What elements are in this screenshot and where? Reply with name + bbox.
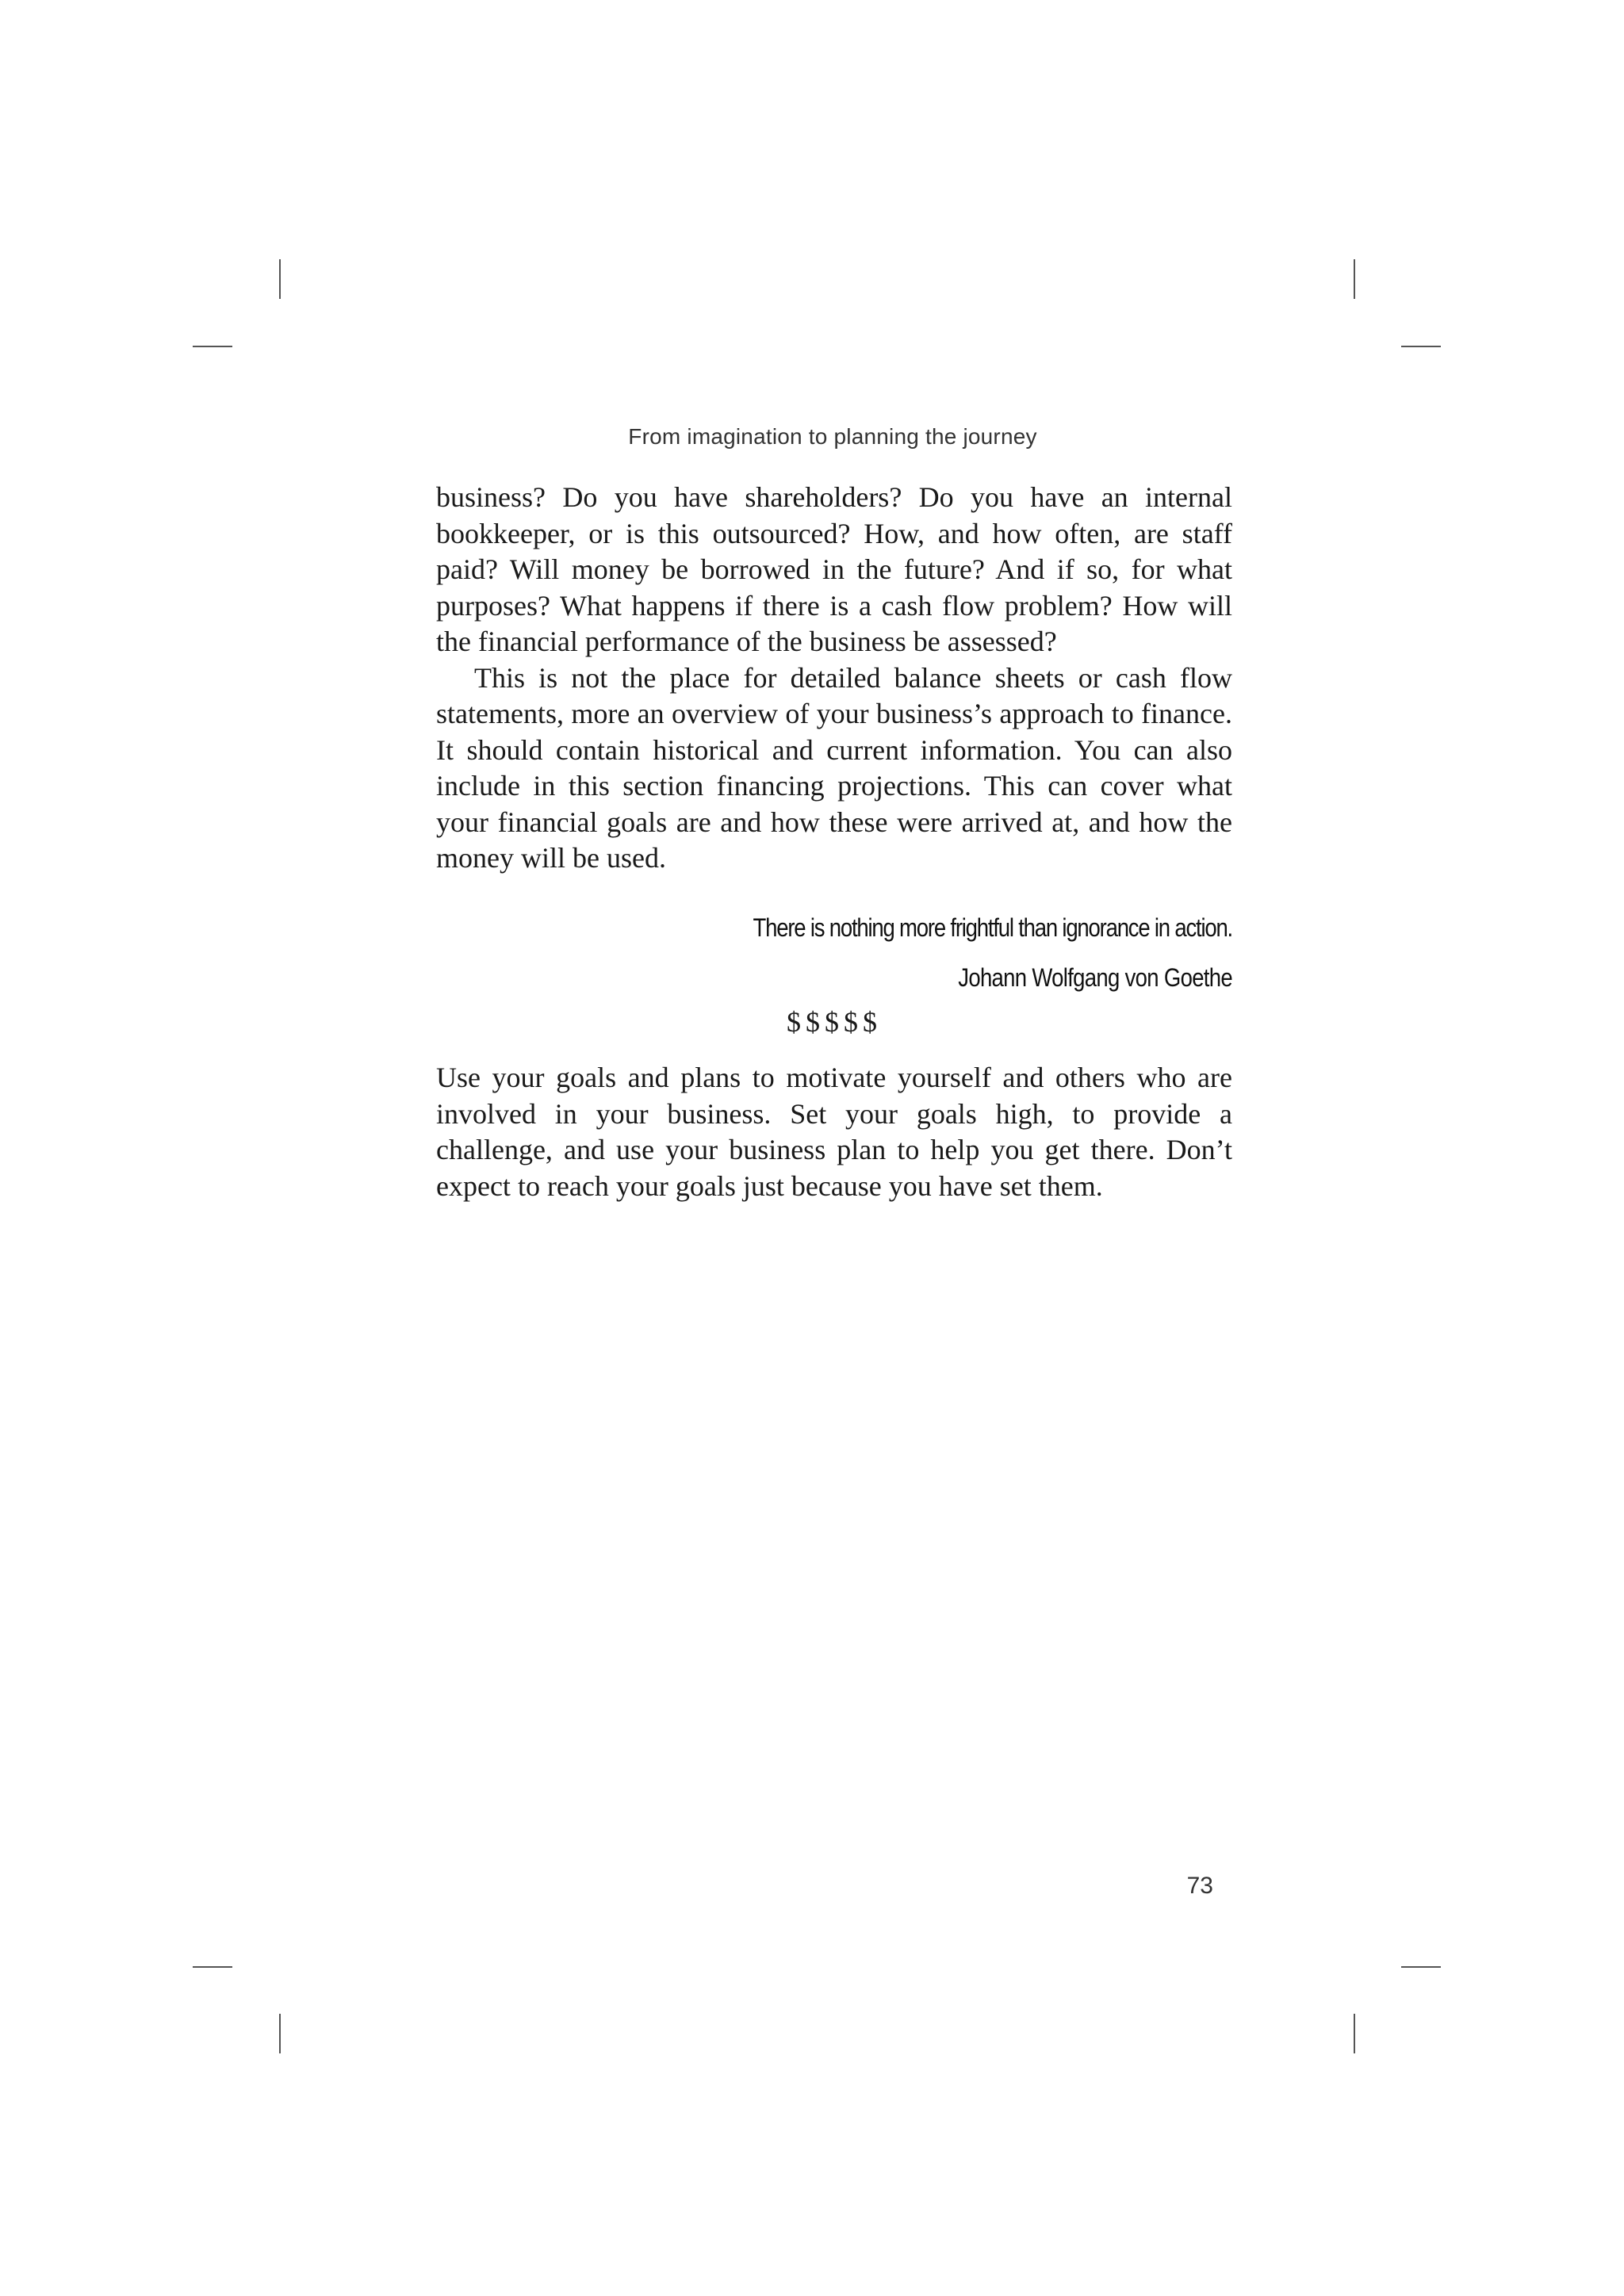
section-divider: $$$$$: [787, 1006, 882, 1038]
paragraph-3: Use your goals and plans to motivate yourself and others who are involved in your business. Set your goals high, to provide a challenge, and use your business plan to help you get there. Don’t expect to reach your goals just because you have set them.: [436, 1062, 1232, 1202]
page-number: 73: [1186, 1873, 1213, 1899]
crop-mark-bottom-left-horizontal: [193, 1966, 232, 1968]
crop-mark-bottom-right-vertical: [1354, 2014, 1355, 2053]
running-head: From imagination to planning the journey: [628, 424, 1037, 449]
quote-text: There is nothing more frightful than ignorance in action.: [753, 913, 1232, 942]
crop-mark-top-left-vertical: [279, 259, 281, 299]
closing-text: [436, 1060, 1232, 1204]
crop-mark-bottom-left-vertical: [279, 2014, 281, 2053]
paragraph-1: business? Do you have shareholders? Do you have an internal bookkeeper, or is this outsourced? How, and how often, are staff paid? Will money be borrowed in the future? And if so, for what purposes? What happens if there is a cash flow problem? How will the financial performance of the business be assessed?: [436, 481, 1232, 657]
crop-mark-top-right-horizontal: [1401, 346, 1441, 347]
quote-author: Johann Wolfgang von Goethe: [958, 963, 1232, 992]
paragraph-2: This is not the place for detailed balance sheets or cash flow statements, more an overview of your business’s approach to finance. It should contain historical and current information. You can also include in this section financing projections. This can cover what your financial goals are and how these were arrived at, and how the money will be used.: [436, 661, 1232, 874]
epigraph-quote: [436, 913, 1232, 993]
crop-mark-bottom-right-horizontal: [1401, 1966, 1441, 1968]
body-text: [436, 480, 1232, 877]
crop-mark-top-right-vertical: [1354, 259, 1355, 299]
crop-mark-top-left-horizontal: [193, 346, 232, 347]
